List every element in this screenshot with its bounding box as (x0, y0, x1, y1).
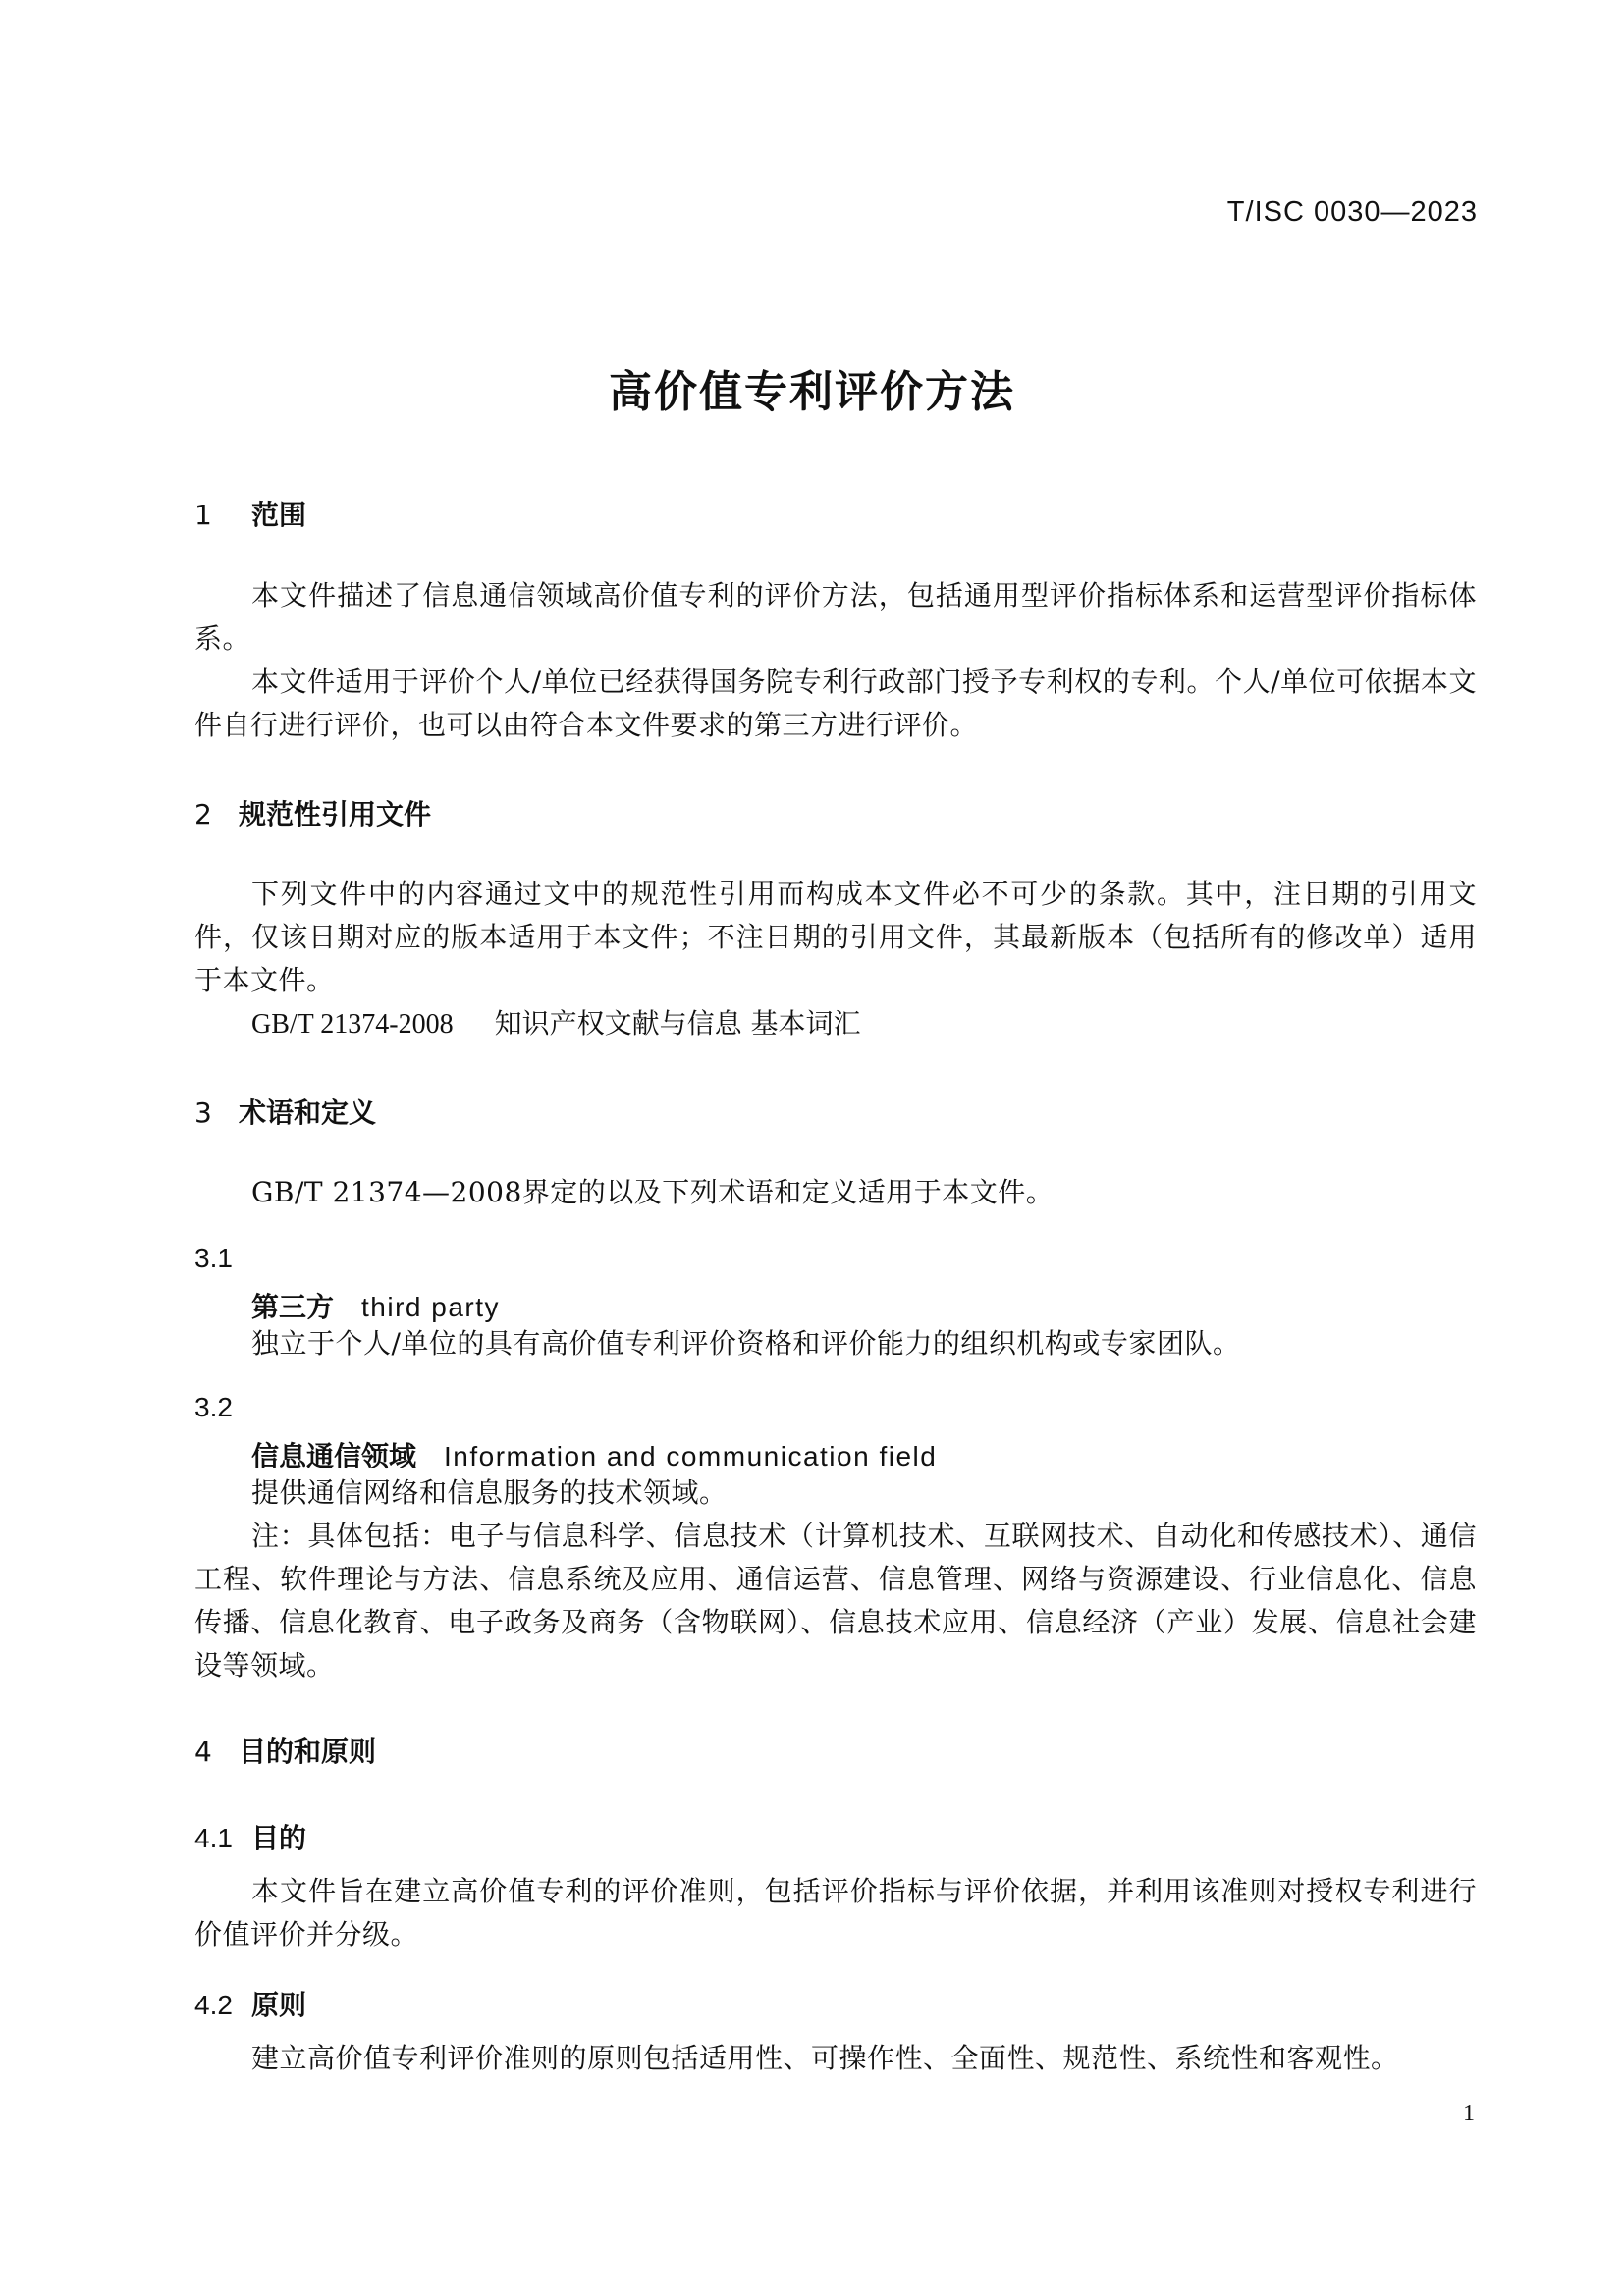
paragraph: 本文件旨在建立高价值专利的评价准则，包括评价指标与评价依据，并利用该准则对授权专利进行价值评价并分级。 (194, 1875, 1477, 1950)
term-note: 注：具体包括：电子与信息科学、信息技术（计算机技术、互联网技术、自动化和传感技术）、通信工程、软件理论与方法、信息系统及应用、通信运营、信息管理、网络与资源建设、行业信息化、信息传播、信息化教育、电子政务及商务（含物联网）、信息技术应用、信息经济（产业）发展、信息社会建设等领域。 (194, 1520, 1477, 1682)
subsection-number: 4.1 (194, 1823, 233, 1853)
section-number: 2 (194, 798, 212, 830)
page-number: 1 (1463, 2101, 1475, 2126)
term-definition: 独立于个人/单位的具有高价值专利评价资格和评价能力的组织机构或专家团队。 (251, 1327, 1241, 1360)
subsection-title: 原则 (251, 1989, 307, 2021)
section-1-heading (194, 494, 306, 533)
section-2-heading (194, 793, 431, 832)
term-entry (251, 1286, 500, 1325)
reference-name: 知识产权文献与信息 基本词汇 (494, 1007, 861, 1040)
section-3-heading (194, 1092, 376, 1131)
subsection-number: 4.2 (194, 1990, 233, 2020)
section-title: 目的和原则 (239, 1735, 377, 1768)
section-number: 4 (194, 1735, 212, 1768)
term-number: 3.2 (194, 1392, 233, 1422)
term-definition: 提供通信网络和信息服务的技术领域。 (251, 1476, 728, 1509)
paragraph: 本文件适用于评价个人/单位已经获得国务院专利行政部门授予专利权的专利。个人/单位可依据本文件自行进行评价，也可以由符合本文件要求的第三方进行评价。 (194, 666, 1477, 741)
reference-code: GB/T 21374-2008 (251, 1009, 454, 1040)
subsection-4-1-heading (194, 1817, 306, 1856)
section-title: 规范性引用文件 (239, 798, 432, 830)
term-en: third party (361, 1292, 501, 1322)
paragraph: 建立高价值专利评价准则的原则包括适用性、可操作性、全面性、规范性、系统性和客观性。 (251, 2042, 1399, 2074)
term-number: 3.1 (194, 1243, 233, 1273)
standard-code: T/ISC 0030—2023 (1226, 196, 1478, 228)
subsection-4-2-heading (194, 1984, 306, 2023)
section-number: 1 (194, 499, 212, 531)
section-number: 3 (194, 1096, 212, 1129)
paragraph: 下列文件中的内容通过文中的规范性引用而构成本文件必不可少的条款。其中，注日期的引用文件，仅该日期对应的版本适用于本文件；不注日期的引用文件，其最新版本（包括所有的修改单）适用于本文件。 (194, 878, 1477, 996)
normative-reference (251, 1002, 861, 1041)
term-zh: 第三方 (251, 1291, 335, 1323)
subsection-title: 目的 (251, 1822, 307, 1854)
term-zh: 信息通信领域 (251, 1440, 417, 1472)
section-4-heading (194, 1731, 376, 1770)
term-en: Information and communication field (444, 1441, 938, 1471)
section-title: 范围 (251, 499, 307, 531)
section-title: 术语和定义 (239, 1096, 377, 1129)
paragraph: 本文件描述了信息通信领域高价值专利的评价方法，包括通用型评价指标体系和运营型评价指标体系。 (194, 579, 1477, 655)
paragraph: GB/T 21374—2008界定的以及下列术语和定义适用于本文件。 (251, 1176, 1055, 1208)
term-entry (251, 1435, 937, 1474)
document-title: 高价值专利评价方法 (609, 367, 1015, 417)
